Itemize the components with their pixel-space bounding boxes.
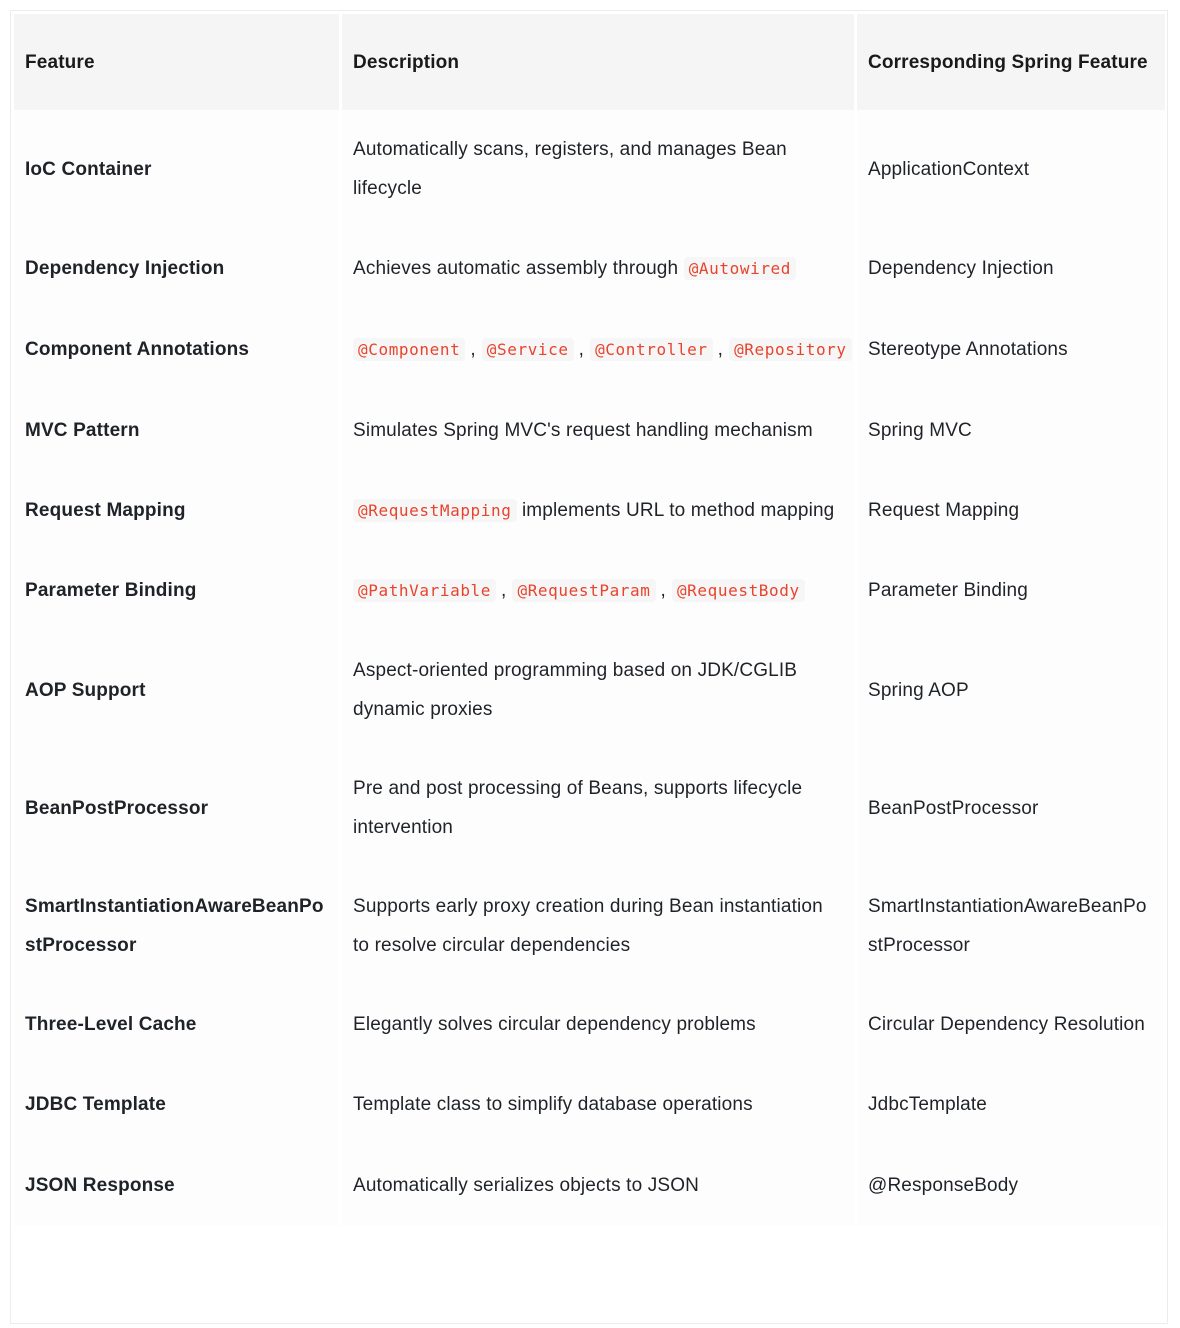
spring-feature-cell: BeanPostProcessor <box>857 749 1165 867</box>
description-text: Achieves automatic assembly through <box>353 258 679 279</box>
description-cell: Automatically serializes objects to JSON <box>342 1145 854 1226</box>
table-row <box>14 867 1165 985</box>
feature-cell: IoC Container <box>14 110 339 228</box>
description-cell <box>342 228 854 309</box>
table-row <box>14 309 1165 390</box>
description-cell <box>342 471 854 550</box>
feature-cell: JDBC Template <box>14 1064 339 1145</box>
inline-code: @RequestBody <box>672 579 805 602</box>
description-cell: Pre and post processing of Beans, supports lifecycle intervention <box>342 749 854 867</box>
inline-code: @Service <box>482 338 574 361</box>
table-row <box>14 390 1165 471</box>
feature-cell: JSON Response <box>14 1145 339 1226</box>
table-row <box>14 1064 1165 1145</box>
header-feature: Feature <box>14 14 339 110</box>
inline-code: @RequestParam <box>512 579 655 602</box>
spring-feature-cell: SmartInstantiationAwareBeanPostProcessor <box>857 867 1165 985</box>
feature-cell: Request Mapping <box>14 471 339 550</box>
spring-feature-cell: JdbcTemplate <box>857 1064 1165 1145</box>
description-cell: Template class to simplify database operations <box>342 1064 854 1145</box>
header-description: Description <box>342 14 854 110</box>
feature-cell: Dependency Injection <box>14 228 339 309</box>
feature-comparison-table <box>11 14 1168 1226</box>
spring-feature-cell: @ResponseBody <box>857 1145 1165 1226</box>
description-cell: Automatically scans, registers, and manages Bean lifecycle <box>342 110 854 228</box>
description-cell: Simulates Spring MVC's request handling mechanism <box>342 390 854 471</box>
description-cell: Supports early proxy creation during Bean instantiation to resolve circular dependencies <box>342 867 854 985</box>
inline-code: @Controller <box>590 338 713 361</box>
feature-cell: BeanPostProcessor <box>14 749 339 867</box>
feature-cell: Parameter Binding <box>14 550 339 631</box>
table-row <box>14 110 1165 228</box>
table-row <box>14 1145 1165 1226</box>
spring-feature-cell: Dependency Injection <box>857 228 1165 309</box>
inline-code: @Autowired <box>684 257 796 280</box>
spring-feature-cell: Circular Dependency Resolution <box>857 985 1165 1064</box>
feature-cell: Three-Level Cache <box>14 985 339 1064</box>
inline-code: @Repository <box>729 338 852 361</box>
feature-cell: Component Annotations <box>14 309 339 390</box>
table-header-row <box>14 14 1165 110</box>
spring-feature-cell: ApplicationContext <box>857 110 1165 228</box>
table-row <box>14 471 1165 550</box>
feature-cell: SmartInstantiationAwareBeanPostProcessor <box>14 867 339 985</box>
spring-feature-cell: Request Mapping <box>857 471 1165 550</box>
description-text: implements URL to method mapping <box>521 500 835 521</box>
feature-cell: MVC Pattern <box>14 390 339 471</box>
description-cell: Aspect-oriented programming based on JDK/CGLIB dynamic proxies <box>342 631 854 749</box>
spring-feature-cell: Spring MVC <box>857 390 1165 471</box>
table-row <box>14 228 1165 309</box>
spring-feature-cell: Spring AOP <box>857 631 1165 749</box>
description-cell: @Component , @Service , @Controller , @Repository <box>342 309 854 390</box>
header-corresponding-spring-feature: Corresponding Spring Feature <box>857 14 1165 110</box>
table-row <box>14 985 1165 1064</box>
spring-feature-cell: Parameter Binding <box>857 550 1165 631</box>
inline-code: @Component <box>353 338 465 361</box>
description-cell: @PathVariable , @RequestParam , @RequestBody <box>342 550 854 631</box>
description-cell: Elegantly solves circular dependency problems <box>342 985 854 1064</box>
spring-feature-cell: Stereotype Annotations <box>857 309 1165 390</box>
feature-cell: AOP Support <box>14 631 339 749</box>
table-row <box>14 631 1165 749</box>
inline-code: @PathVariable <box>353 579 496 602</box>
inline-code: @RequestMapping <box>353 499 517 522</box>
table-row <box>14 749 1165 867</box>
table-row <box>14 550 1165 631</box>
